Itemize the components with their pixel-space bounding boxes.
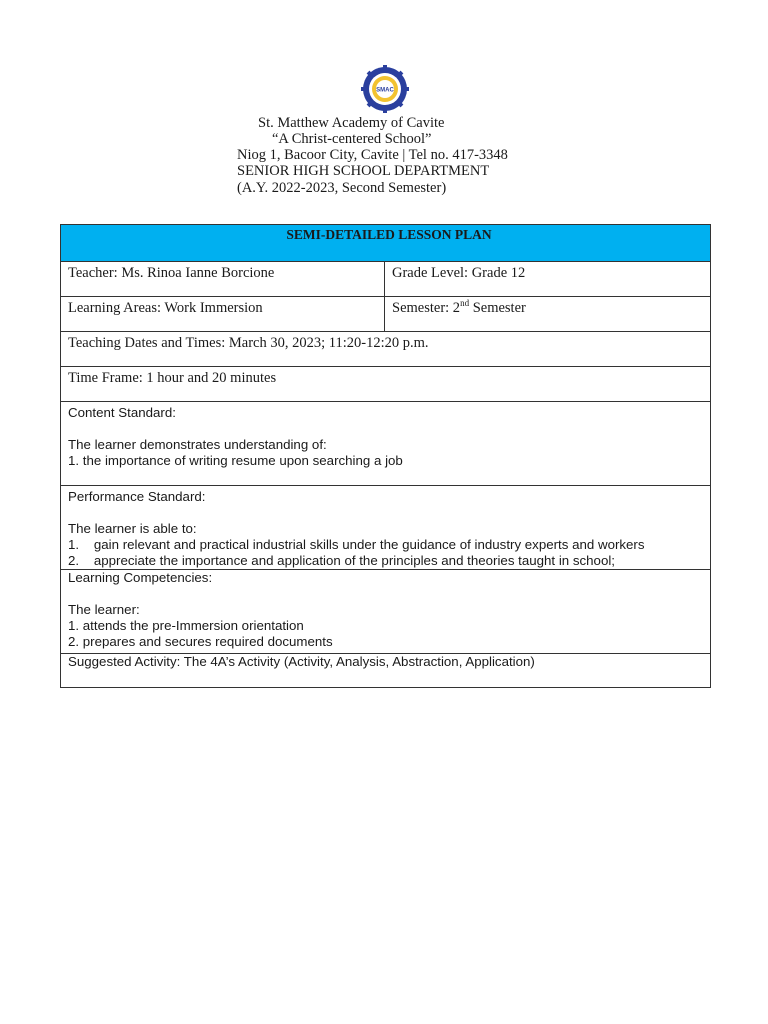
academic-year: (A.Y. 2022-2023, Second Semester) [237, 180, 447, 196]
school-name: St. Matthew Academy of Cavite [258, 115, 445, 131]
competencies-heading: Learning Competencies: [68, 570, 213, 585]
lesson-plan-table [60, 224, 711, 688]
plan-title: SEMI-DETAILED LESSON PLAN [61, 225, 711, 262]
logo-text: SMAC [376, 87, 394, 94]
content-standard-intro: The learner demonstrates understanding of: [68, 437, 327, 452]
content-standard [68, 402, 710, 469]
grade-level: Grade Level: Grade 12 [392, 265, 526, 281]
suggested-activity: Suggested Activity: The 4A’s Activity (Activity, Analysis, Abstraction, Application) [68, 654, 535, 669]
competency-item: 1. attends the pre-Immersion orientation [68, 618, 304, 633]
learning-areas: Learning Areas: Work Immersion [68, 300, 263, 316]
content-standard-heading: Content Standard: [68, 405, 176, 420]
timeframe-row [61, 367, 711, 402]
performance-standard-item: 1. gain relevant and practical industrial skills under the guidance of industry experts and workers [68, 537, 645, 552]
areas-row [61, 297, 711, 332]
dates-row [61, 332, 711, 367]
content-standard-item: 1. the importance of writing resume upon searching a job [68, 453, 403, 468]
performance-standard-heading: Performance Standard: [68, 489, 206, 504]
competencies-row [61, 570, 711, 654]
activity-row [61, 654, 711, 688]
competencies-intro: The learner: [68, 602, 140, 617]
teaching-dates: Teaching Dates and Times: March 30, 2023; 11:20-12:20 p.m. [68, 335, 429, 351]
school-address: Niog 1, Bacoor City, Cavite | Tel no. 417-3348 [237, 147, 508, 163]
performance-standard-intro: The learner is able to: [68, 521, 197, 536]
competency-item: 2. prepares and secures required documents [68, 634, 333, 649]
teacher-name: Teacher: Ms. Rinoa Ianne Borcione [68, 265, 275, 281]
school-motto: “A Christ-centered School” [272, 131, 432, 147]
content-standard-row [61, 402, 711, 486]
performance-standard-item: 2. appreciate the importance and application of the principles and theories taught in school; [68, 553, 615, 568]
department-name: SENIOR HIGH SCHOOL DEPARTMENT [237, 163, 490, 179]
time-frame: Time Frame: 1 hour and 20 minutes [68, 370, 277, 386]
school-logo [361, 65, 409, 113]
title-row [61, 225, 711, 262]
learning-competencies [68, 570, 710, 650]
semester: Semester: 2nd Semester [392, 298, 526, 316]
performance-standard-row [61, 486, 711, 570]
performance-standard [68, 486, 710, 569]
teacher-row [61, 262, 711, 297]
